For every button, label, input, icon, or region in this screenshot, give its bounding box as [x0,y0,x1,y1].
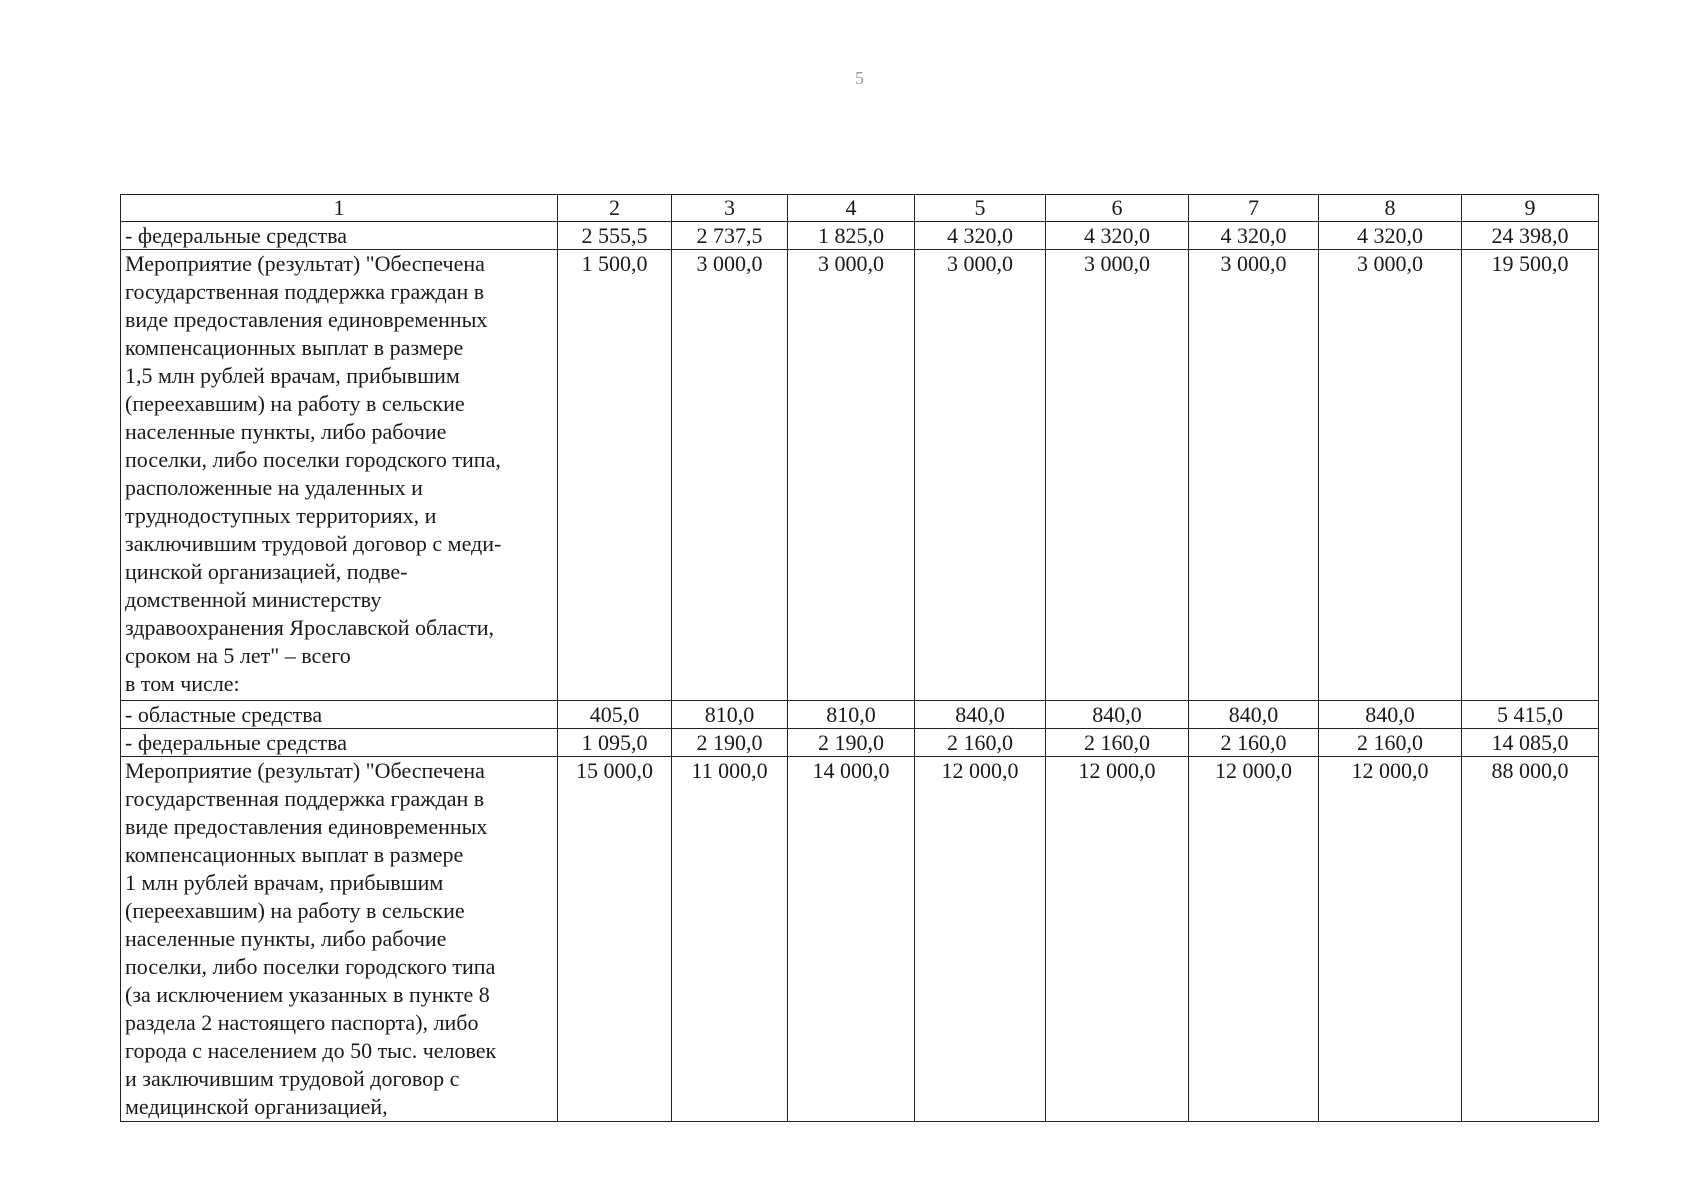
value-cell: 3 000,0 [672,250,788,701]
table-row-federal-funds [121,729,1599,757]
value-cell: 810,0 [788,701,915,729]
value-cell: 12 000,0 [915,757,1046,1122]
value-cell: 15 000,0 [558,757,672,1122]
value-cell: 840,0 [915,701,1046,729]
column-number: 1 [121,195,558,222]
event-description: Мероприятие (результат) "Обеспечена государственная поддержка граждан в виде предоставления единовременных компенсационных выплат в размере 1 млн рублей врачам, прибывшим (переехавшим) на работу в сельские населенные пункты, либо рабочие поселки, либо поселки городского типа (за исключением указанных в пункте 8 раздела 2 настоящего паспорта), либо города с населением до 50 тыс. человек и заключившим трудовой договор с медицинской организацией, [121,757,558,1122]
value-cell: 11 000,0 [672,757,788,1122]
column-number: 8 [1319,195,1462,222]
page-number: 5 [855,68,864,88]
value-cell: 3 000,0 [915,250,1046,701]
total-cell: 24 398,0 [1462,222,1599,250]
column-number: 7 [1189,195,1319,222]
value-cell: 2 190,0 [788,729,915,757]
row-label: - федеральные средства [121,729,558,757]
value-cell: 4 320,0 [915,222,1046,250]
value-cell: 2 160,0 [1189,729,1319,757]
table-row-event [121,757,1599,1122]
value-cell: 12 000,0 [1046,757,1189,1122]
value-cell: 405,0 [558,701,672,729]
value-cell: 1 825,0 [788,222,915,250]
value-cell: 2 160,0 [915,729,1046,757]
total-cell: 88 000,0 [1462,757,1599,1122]
value-cell: 2 190,0 [672,729,788,757]
value-cell: 1 095,0 [558,729,672,757]
value-cell: 3 000,0 [1046,250,1189,701]
column-number-row [121,195,1599,222]
column-number: 3 [672,195,788,222]
value-cell: 3 000,0 [788,250,915,701]
budget-table [120,194,1599,1122]
value-cell: 4 320,0 [1319,222,1462,250]
value-cell: 14 000,0 [788,757,915,1122]
total-cell: 14 085,0 [1462,729,1599,757]
value-cell: 2 737,5 [672,222,788,250]
value-cell: 2 160,0 [1046,729,1189,757]
value-cell: 2 160,0 [1319,729,1462,757]
total-cell: 19 500,0 [1462,250,1599,701]
value-cell: 4 320,0 [1046,222,1189,250]
table-row-federal-funds [121,222,1599,250]
value-cell: 810,0 [672,701,788,729]
row-label: - федеральные средства [121,222,558,250]
column-number: 9 [1462,195,1599,222]
total-cell: 5 415,0 [1462,701,1599,729]
value-cell: 4 320,0 [1189,222,1319,250]
column-number: 6 [1046,195,1189,222]
table-row-regional-funds [121,701,1599,729]
column-number: 5 [915,195,1046,222]
column-number: 4 [788,195,915,222]
value-cell: 12 000,0 [1189,757,1319,1122]
column-number: 2 [558,195,672,222]
row-label: - областные средства [121,701,558,729]
table-row-event [121,250,1599,701]
value-cell: 1 500,0 [558,250,672,701]
value-cell: 2 555,5 [558,222,672,250]
value-cell: 840,0 [1189,701,1319,729]
event-description: Мероприятие (результат) "Обеспечена государственная поддержка граждан в виде предоставления единовременных компенсационных выплат в размере 1,5 млн рублей врачам, прибывшим (переехавшим) на работу в сельские населенные пункты, либо рабочие поселки, либо поселки городского типа, расположенные на удаленных и труднодоступных территориях, и заключившим трудовой договор с меди- цинской организацией, подве- домственной министерству здравоохранения Ярославской области, сроком на 5 лет" – всего в том числе: [121,250,558,701]
value-cell: 12 000,0 [1319,757,1462,1122]
value-cell: 3 000,0 [1189,250,1319,701]
value-cell: 3 000,0 [1319,250,1462,701]
value-cell: 840,0 [1319,701,1462,729]
value-cell: 840,0 [1046,701,1189,729]
